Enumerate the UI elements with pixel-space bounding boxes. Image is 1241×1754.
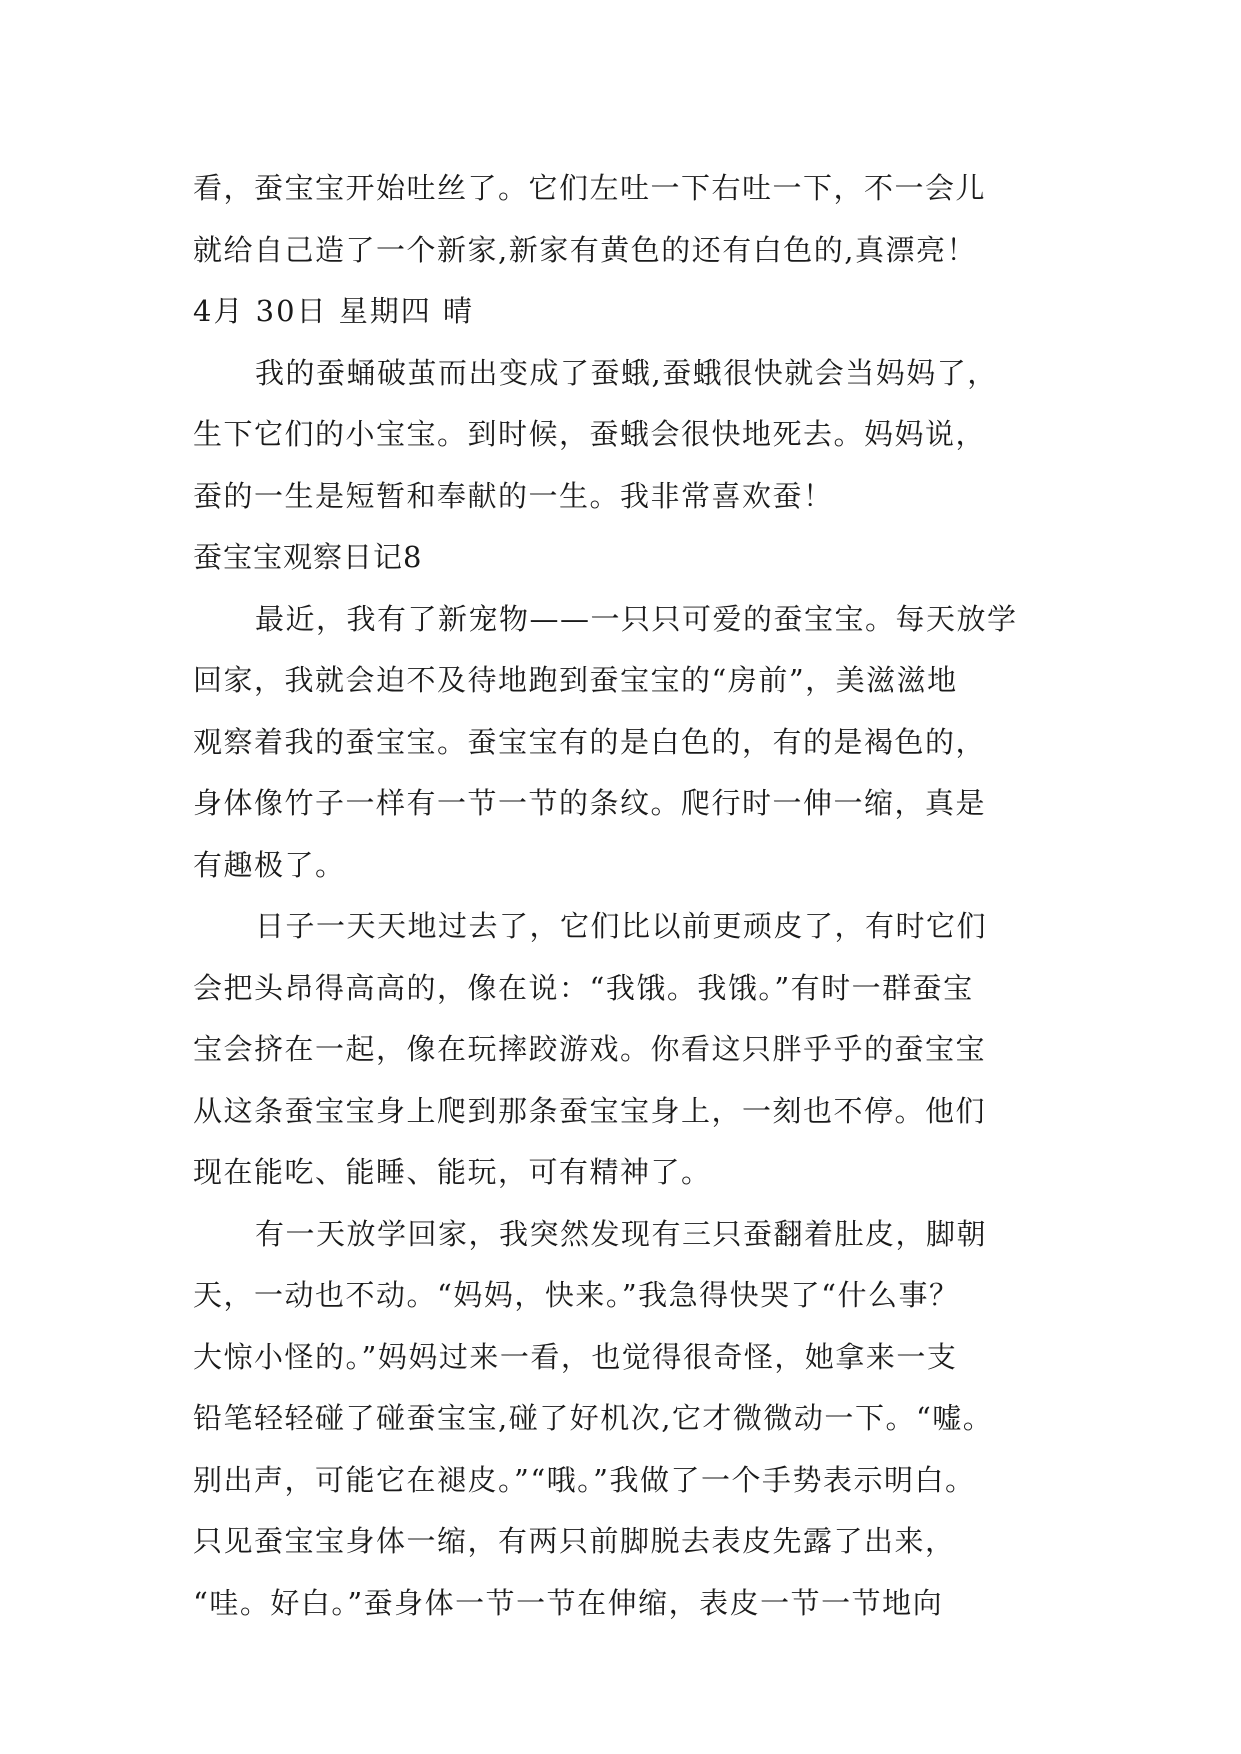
- paragraph-days-pass: [193, 896, 1055, 1204]
- text-line: 天，一动也不动。“妈妈，快来。”我急得快哭了“什么事？: [193, 1278, 960, 1312]
- text-line: 日子一天天地过去了，它们比以前更顽皮了，有时它们: [255, 909, 988, 943]
- text-line: 身体像竹子一样有一节一节的条纹。爬行时一伸一缩，真是: [193, 786, 987, 820]
- section-title: 蚕宝宝观察日记8: [193, 540, 423, 574]
- text-line: 生下它们的小宝宝。到时候，蚕蛾会很快地死去。妈妈说，: [193, 417, 987, 451]
- text-line: 铅笔轻轻碰了碰蚕宝宝,碰了好机次,它才微微动一下。“嘘。: [193, 1401, 994, 1435]
- paragraph-moth: [193, 343, 1055, 528]
- text-line: 看，蚕宝宝开始吐丝了。它们左吐一下右吐一下，不一会儿: [193, 171, 987, 205]
- text-line: 大惊小怪的。”妈妈过来一看，也觉得很奇怪，她拿来一支: [193, 1339, 958, 1374]
- text-line: 观察着我的蚕宝宝。蚕宝宝有的是白色的，有的是褐色的，: [193, 724, 987, 759]
- text-line: 只见蚕宝宝身体一缩，有两只前脚脱去表皮先露了出来，: [193, 1524, 956, 1558]
- text-line: 最近，我有了新宠物——一只只可爱的蚕宝宝。每天放学: [255, 601, 1018, 636]
- document-body: [193, 158, 1055, 1634]
- text-line: 有一天放学回家，我突然发现有三只蚕翻着肚皮，脚朝: [255, 1216, 988, 1251]
- text-line: 我的蚕蛹破茧而出变成了蚕蛾,蚕蛾很快就会当妈妈了，: [255, 355, 998, 390]
- text-line: 回家，我就会迫不及待地跑到蚕宝宝的“房前”，美滋滋地: [193, 663, 958, 697]
- text-line: 就给自己造了一个新家,新家有黄色的还有白色的,真漂亮！: [193, 232, 977, 267]
- text-line: 蚕的一生是短暂和奉献的一生。我非常喜欢蚕！: [193, 478, 834, 513]
- text-line: 从这条蚕宝宝身上爬到那条蚕宝宝身上，一刻也不停。他们: [193, 1093, 987, 1128]
- text-line: 有趣极了。: [193, 847, 346, 882]
- paragraph-new-pets: [193, 589, 1055, 897]
- paragraph-continuation: [193, 158, 1055, 281]
- text-line: 宝会挤在一起，像在玩摔跤游戏。你看这只胖乎乎的蚕宝宝: [193, 1032, 987, 1066]
- text-line: 别出声，可能它在褪皮。”“哦。”我做了一个手势表示明白。: [193, 1462, 976, 1497]
- text-line: “哇。好白。”蚕身体一节一节在伸缩，表皮一节一节地向: [193, 1585, 944, 1620]
- text-line: 会把头昂得高高的，像在说：“我饿。我饿。”有时一群蚕宝: [193, 970, 974, 1005]
- paragraph-molting: [193, 1204, 1055, 1635]
- text-line: 现在能吃、能睡、能玩，可有精神了。: [193, 1155, 712, 1189]
- diary-date: 4月 30日 星期四 晴: [193, 294, 475, 328]
